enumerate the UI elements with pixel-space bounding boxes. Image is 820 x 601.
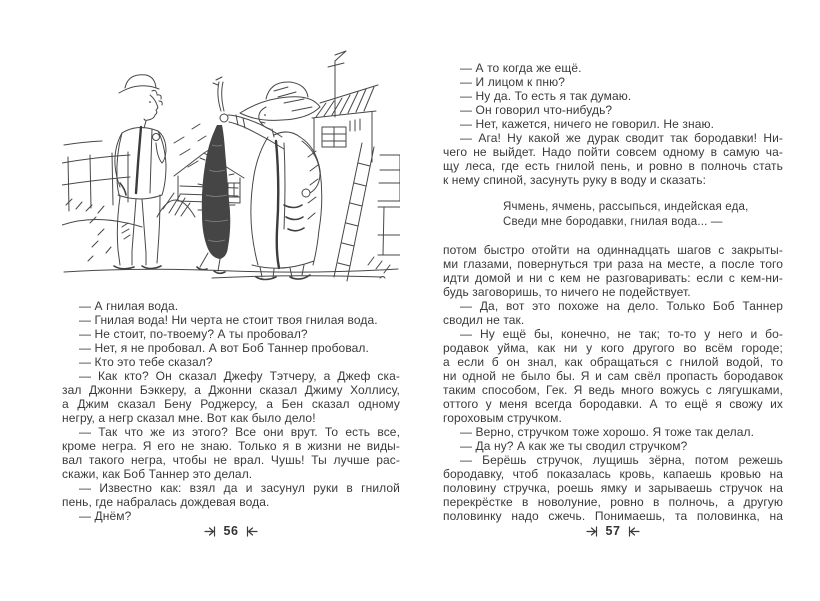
page-number-left: 56 bbox=[223, 524, 239, 538]
text-line: а если б он знал, как обращаться с гнилой водой, то bbox=[443, 355, 783, 369]
text-line: пень, где набралась дождевая вода. bbox=[62, 495, 270, 509]
text-line: — Известно как: взял да и засунул руки в гнилой bbox=[79, 481, 400, 495]
text-line: негру, а негр сказал мне. Вот как было дело! bbox=[62, 411, 316, 425]
text-line: — Не стоит, по-твоему? А ты пробовал? bbox=[79, 327, 308, 341]
page-left bbox=[62, 0, 400, 538]
text-line: — Днём? bbox=[79, 509, 132, 523]
right-page-text bbox=[443, 61, 783, 523]
dead-cat bbox=[197, 77, 235, 273]
text-line: потом быстро отойти на одиннадцать шагов с закрыты- bbox=[443, 243, 783, 257]
huck-figure bbox=[220, 82, 322, 280]
text-line: Ячмень, ячмень, рассыпься, индейская еда, bbox=[503, 201, 749, 213]
text-line: оттого у меня всегда бородавки. А то ещё я свожу их bbox=[443, 397, 783, 411]
right-page-footer bbox=[443, 524, 783, 538]
page-number-right: 57 bbox=[605, 524, 621, 538]
text-line: — Так что же из этого? Все они врут. То есть все, bbox=[79, 425, 400, 439]
page-right bbox=[443, 0, 783, 538]
text-line: половинку надо сжечь. Понимаешь, та половинка, на bbox=[443, 509, 783, 523]
arrow-to-bar-left-icon bbox=[627, 525, 640, 538]
arrow-to-bar-right-icon bbox=[204, 525, 217, 538]
text-line: зал Джонни Бэккеру, а Джонни сказал Джиму Холлису, bbox=[62, 383, 400, 397]
text-line: — Ага! Ну какой же дурак сводит так бородавки! Ни- bbox=[460, 131, 783, 145]
text-line: — Да, вот это похоже на дело. Только Боб Таннер bbox=[460, 299, 783, 313]
text-line: будь заговоришь, то ничего не подействует. bbox=[443, 285, 691, 299]
text-line: идти домой и ни с кем не разговаривать: если с кем-ни- bbox=[443, 271, 783, 285]
text-line: — Нет, я не пробовал. А вот Боб Таннер пробовал. bbox=[79, 341, 369, 355]
text-line: — Ну да. То есть я так думаю. bbox=[460, 89, 632, 103]
arrow-to-bar-left-icon bbox=[245, 525, 258, 538]
fence bbox=[62, 141, 142, 227]
text-line: а Джим сказал Бену Роджерсу, а Бен сказал одному bbox=[62, 397, 400, 411]
text-line: — А то когда же ещё. bbox=[460, 61, 582, 75]
text-line: таким способом, Гек. Я ведь много вожусь с лягушками, bbox=[443, 383, 783, 397]
text-line: бородавку, чтоб показалась кровь, капаешь кровью на bbox=[443, 467, 783, 481]
text-line: Сведи мне бородавки, гнилая вода... — bbox=[503, 216, 723, 228]
text-line: — Нет, кажется, ничего не говорил. Не знаю. bbox=[460, 117, 714, 131]
text-line: ми глазами, повернуться три раза на месте, а после того bbox=[443, 257, 783, 271]
text-line: кроме негра. Я его не знаю. Только я в жизни не виды- bbox=[62, 439, 400, 453]
text-line: — Он говорил что-нибудь? bbox=[460, 103, 613, 117]
text-line: — Да ну? А как же ты сводил стручком? bbox=[460, 439, 688, 453]
text-line: — Берёшь стручок, лущишь зёрна, потом режешь bbox=[460, 453, 783, 467]
text-line: родавок уйма, как ни у кого другого во всём городе; bbox=[443, 341, 783, 355]
text-line: вал такого негра, чтобы не врал. Чушь! Ты лучше рас- bbox=[62, 453, 400, 467]
text-line: — Кто это тебе сказал? bbox=[79, 355, 213, 369]
text-line: перекрёстке в новолуние, ровно в полночь, а другую bbox=[443, 495, 783, 509]
text-line: — А гнилая вода. bbox=[79, 299, 179, 313]
text-line: к нему спиной, засунуть руку в воду и сказать: bbox=[443, 173, 706, 187]
house bbox=[312, 85, 378, 162]
arrow-to-bar-right-icon bbox=[586, 525, 599, 538]
text-line: гороховым стручком. bbox=[443, 411, 562, 425]
text-line: — И лицом к пню? bbox=[460, 75, 565, 89]
tom-figure bbox=[114, 75, 166, 269]
text-line: сводил не так. bbox=[443, 313, 525, 327]
left-page-text bbox=[62, 299, 400, 523]
text-line: скажи, как Боб Таннер это делал. bbox=[62, 467, 253, 481]
text-line: щу леса, где есть гнилой пень, и ровно в полночь стать bbox=[443, 159, 783, 173]
tom-and-huck-illustration bbox=[62, 25, 400, 290]
text-line: — Как кто? Он сказал Джефу Тэтчеру, а Джеф ска- bbox=[79, 369, 400, 383]
text-line: — Верно, стручком тоже хорошо. Я тоже так делал. bbox=[460, 425, 755, 439]
ladder bbox=[334, 143, 400, 281]
text-line: чего не выйдет. Надо пойти совсем одному в самую ча- bbox=[443, 145, 783, 159]
text-line: половину стручка, роешь ямку и зарываешь стручок на bbox=[443, 481, 783, 495]
text-line: ни одной не было бы. Я и сам свёл пропасть бородавок bbox=[443, 369, 783, 383]
left-page-footer bbox=[62, 524, 400, 538]
text-line: — Гнилая вода! Ни черта не стоит твоя гнилая вода. bbox=[79, 313, 378, 327]
text-line: — Ну ещё бы, конечно, не так; то-то у него и бо- bbox=[460, 327, 783, 341]
